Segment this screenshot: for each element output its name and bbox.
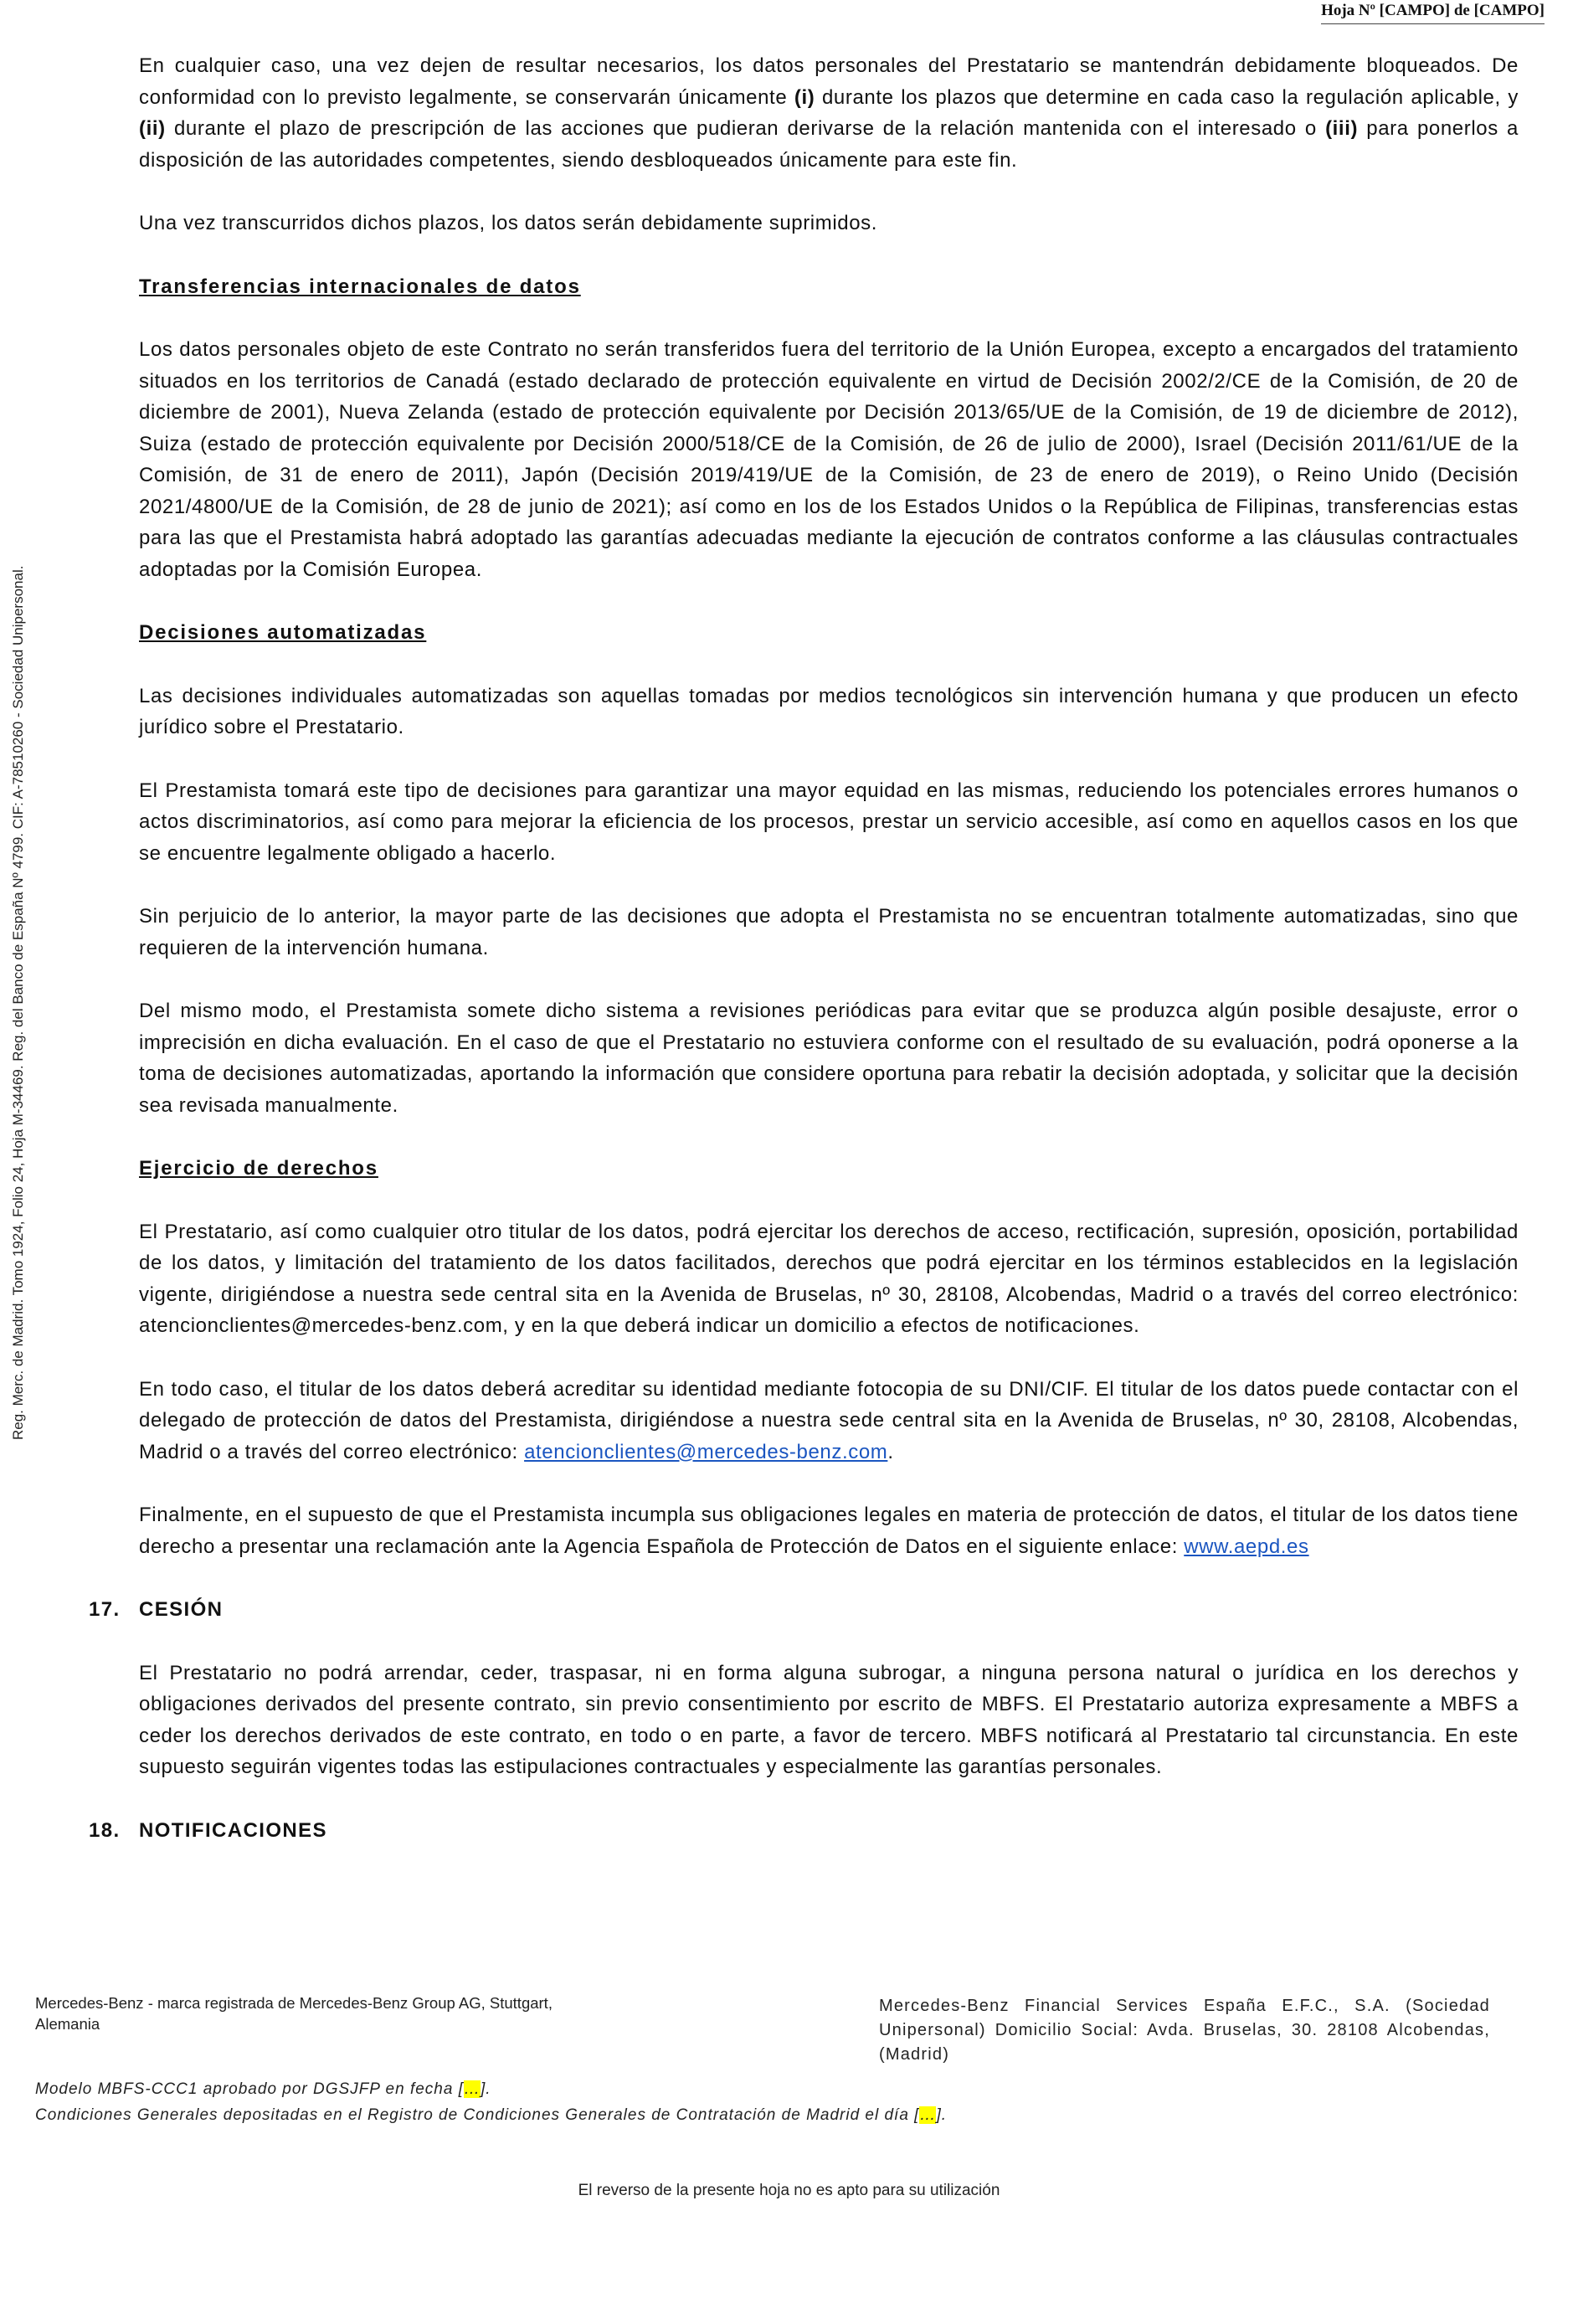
paragraph-automated-decisions-1: Las decisiones individuales automatizadas son aquellas tomadas por medios tecnológicos sin intervención humana y que producen un efecto jurídico sobre el Prestatario. [139,684,1519,738]
heading-exercise-of-rights: Ejercicio de derechos [139,1157,378,1180]
paragraph-data-deletion: Una vez transcurridos dichos plazos, los datos serán debidamente suprimidos. [139,212,878,234]
email-link[interactable]: atencionclientes@mercedes-benz.com [524,1440,888,1463]
section-17-heading [89,1594,1519,1626]
document-body [89,50,1519,1878]
section-number: 17. [89,1598,121,1621]
paragraph-rights-3: Finalmente, en el supuesto de que el Prestamista incumpla sus obligaciones legales en materia de protección de datos, el titular de los datos tiene derecho a presentar una reclamación ante la Agencia Española de Protección de Datos en el siguiente enlace: www.aepd.es [139,1504,1519,1558]
paragraph-cesion: El Prestatario no podrá arrendar, ceder, traspasar, ni en forma alguna subrogar, a ninguna persona natural o jurídica en los derechos y obligaciones derivados del presente contrato, sin previo consentimiento por escrito de MBFS. El Prestatario autoriza expresamente a MBFS a ceder los derechos derivados de este contrato, en todo o en parte, a favor de tercero. MBFS notificará al Prestatario tal circunstancia. En este supuesto seguirán vigentes todas las estipulaciones contractuales y especialmente las garantías personales. [139,1661,1519,1778]
section-title: CESIÓN [139,1598,224,1621]
paragraph-automated-decisions-4: Del mismo modo, el Prestamista somete dicho sistema a revisiones periódicas para evitar que se produzca algún posible desajuste, error o imprecisión en dicha evaluación. En el caso de que el Prestatario no estuviera conforme con el resultado de su evaluación, podrá oponerse a la toma de decisiones automatizadas, aportando la información que considere oportuna para rebatir la decisión adoptada, y solicitar que la decisión sea revisada manualmente. [139,1000,1519,1117]
heading-international-transfers: Transferencias internacionales de datos [139,275,581,298]
paragraph-data-blocking: En cualquier caso, una vez dejen de resultar necesarios, los datos personales del Prestatario se mantendrán debidamente bloqueados. De conformidad con lo previsto legalmente, se conservarán únicamente (i) durante los plazos que determine en cada caso la regulación aplicable, y (ii) durante el plazo de prescripción de las acciones que pudieran derivarse de la relación mantenida con el interesado o (iii) para ponerlos a disposición de las autoridades competentes, siendo desbloqueados únicamente para este fin. [139,54,1519,172]
side-registration-text: Reg. Merc. de Madrid. Tomo 1924, Folio 24, Hoja M-34469. Reg. del Banco de España Nº 4799. CIF: A-78510260 - Sociedad Unipersonal. [10,565,26,1440]
paragraph-rights-2: En todo caso, el titular de los datos deberá acreditar su identidad mediante fotocopia de su DNI/CIF. El titular de los datos puede contactar con el delegado de protección de datos del Prestamista, dirigiéndose a nuestra sede central sita en la Avenida de Bruselas, nº 30, 28108, Alcobendas, Madrid o a través del correo electrónico: atencionclientes@mercedes-benz.com. [139,1377,1519,1463]
model-approval-lines [35,2076,1291,2128]
section-title: NOTIFICACIONES [139,1818,327,1842]
placeholder-highlight: … [464,2080,481,2098]
model-line-2: Condiciones Generales depositadas en el Registro de Condiciones Generales de Contratación de Madrid el día […]. [35,2106,948,2124]
reverse-side-note: El reverso de la presente hoja no es apto para su utilización [578,2182,1000,2199]
paragraph-rights-1: El Prestatario, así como cualquier otro titular de los datos, podrá ejercitar los derechos de acceso, rectificación, supresión, oposición, portabilidad de los datos, y limitación del tratamiento de los datos facilitados, derechos que podrá ejercitar en los términos establecidos en la legislación vigente, dirigiéndose a nuestra sede central sita en la Avenida de Bruselas, nº 30, 28108, Alcobendas, Madrid o a través del correo electrónico: atencionclientes@mercedes-benz.com, y en la que deberá indicar un domicilio a efectos de notificaciones. [139,1220,1519,1337]
placeholder-highlight: … [919,2106,937,2124]
aepd-link[interactable]: www.aepd.es [1184,1535,1309,1558]
section-18-heading [89,1815,1519,1847]
heading-automated-decisions: Decisiones automatizadas [139,621,427,644]
sheet-number-header: Hoja Nº [CAMPO] de [CAMPO] [1321,0,1545,24]
paragraph-automated-decisions-3: Sin perjuicio de lo anterior, la mayor parte de las decisiones que adopta el Prestamista no se encuentran totalmente automatizadas, sino que requieren de la intervención humana. [139,905,1519,959]
model-line-1: Modelo MBFS-CCC1 aprobado por DGSJFP en fecha […]. [35,2080,491,2098]
footer-company-address: Mercedes-Benz Financial Services España E.F.C., S.A. (Sociedad Unipersonal) Domicilio Social: Avda. Bruselas, 30. 28108 Alcobendas, (Madrid) [879,1997,1490,2064]
footer-trademark: Mercedes-Benz - marca registrada de Mercedes-Benz Group AG, Stuttgart, Alemania [35,1994,553,2033]
section-number: 18. [89,1818,121,1842]
paragraph-international-transfers: Los datos personales objeto de este Contrato no serán transferidos fuera del territorio de la Unión Europea, excepto a encargados del tratamiento situados en los territorios de Canadá (estado declarado de protección equivalente en virtud de Decisión 2002/2/CE de la Comisión, de 20 de diciembre de 2001), Nueva Zelanda (estado de protección equivalente por Decisión 2013/65/UE de la Comisión, de 19 de diciembre de 2012), Suiza (estado de protección equivalente por Decisión 2000/518/CE de la Comisión, de 26 de julio de 2000), Israel (Decisión 2011/61/UE de la Comisión, de 31 de enero de 2011), Japón (Decisión 2019/419/UE de la Comisión, de 23 de enero de 2019), o Reino Unido (Decisión 2021/4800/UE de la Comisión, de 28 de junio de 2021); así como en los de los Estados Unidos o la República de Filipinas, transferencias estas para las que el Prestamista habrá adoptado las garantías adecuadas mediante la ejecución de contratos conforme a las cláusulas contractuales adoptadas por la Comisión Europea. [139,338,1519,581]
paragraph-automated-decisions-2: El Prestamista tomará este tipo de decisiones para garantizar una mayor equidad en las mismas, reduciendo los potenciales errores humanos o actos discriminatorios, así como para mejorar la eficiencia de los procesos, prestar un servicio accesible, así como en aquellos casos en los que se encuentre legalmente obligado a hacerlo. [139,779,1519,865]
